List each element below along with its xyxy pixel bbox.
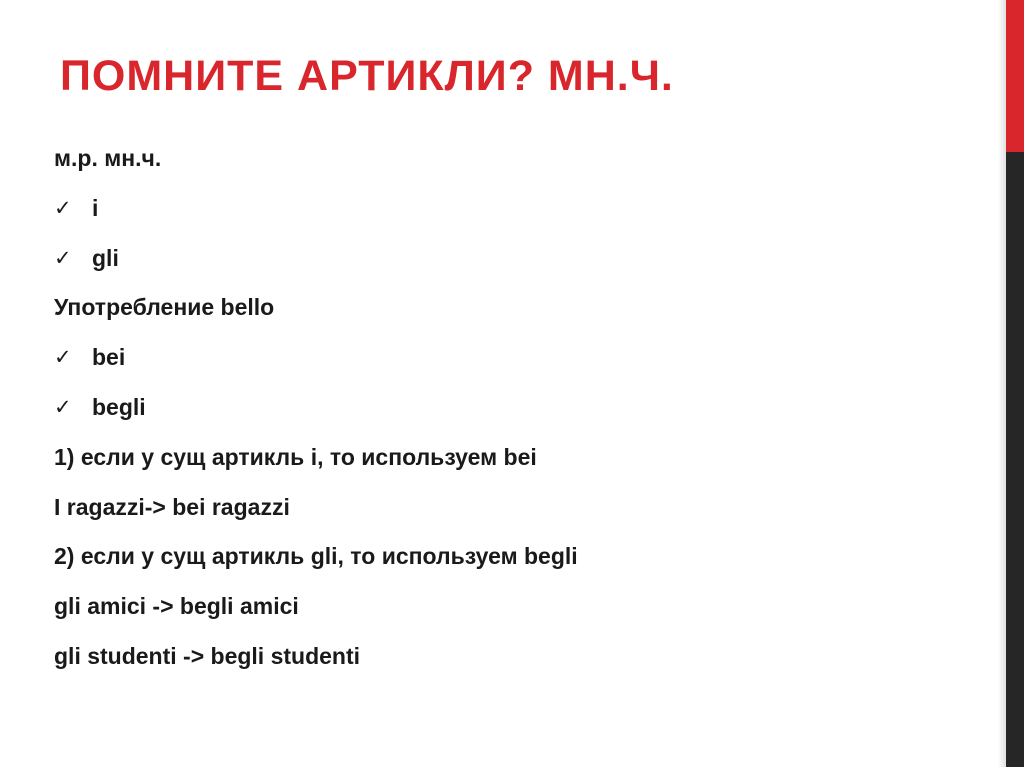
bullet-text: gli	[92, 244, 119, 271]
bullet-text: bei	[92, 344, 126, 371]
bullet-item	[54, 392, 954, 442]
bullet-text: i	[92, 194, 99, 221]
bullet-text: begli	[92, 393, 146, 420]
body-line	[54, 442, 954, 492]
checkmark-icon: ✓	[54, 345, 72, 370]
checkmark-icon: ✓	[54, 394, 72, 419]
line-text: I ragazzi-> bei ragazzi	[54, 493, 290, 520]
line-text: Употребление bello	[54, 294, 275, 321]
bullet-item	[54, 342, 954, 392]
checkmark-icon: ✓	[54, 195, 72, 220]
slide-body	[54, 143, 954, 691]
body-line	[54, 541, 954, 591]
accent-bar-dark	[1006, 152, 1024, 767]
page-edge-shadow	[998, 0, 1006, 767]
body-line	[54, 591, 954, 641]
line-text: gli studenti -> begli studenti	[54, 642, 361, 669]
slide-title: ПОМНИТЕ АРТИКЛИ? МН.Ч.	[60, 52, 674, 100]
body-line	[54, 641, 954, 691]
bullet-item	[54, 243, 954, 293]
line-text: 2) если у сущ артикль gli, то используем begli	[54, 543, 578, 570]
line-text: 1) если у сущ артикль i, то используем bei	[54, 443, 537, 470]
line-text: gli amici -> begli amici	[54, 593, 299, 620]
bullet-item	[54, 193, 954, 243]
body-line-heading	[54, 143, 954, 193]
checkmark-icon: ✓	[54, 245, 72, 270]
body-line	[54, 492, 954, 542]
line-text: м.р. мн.ч.	[54, 145, 162, 171]
accent-bar-red	[1006, 0, 1024, 152]
body-line-heading	[54, 292, 954, 342]
